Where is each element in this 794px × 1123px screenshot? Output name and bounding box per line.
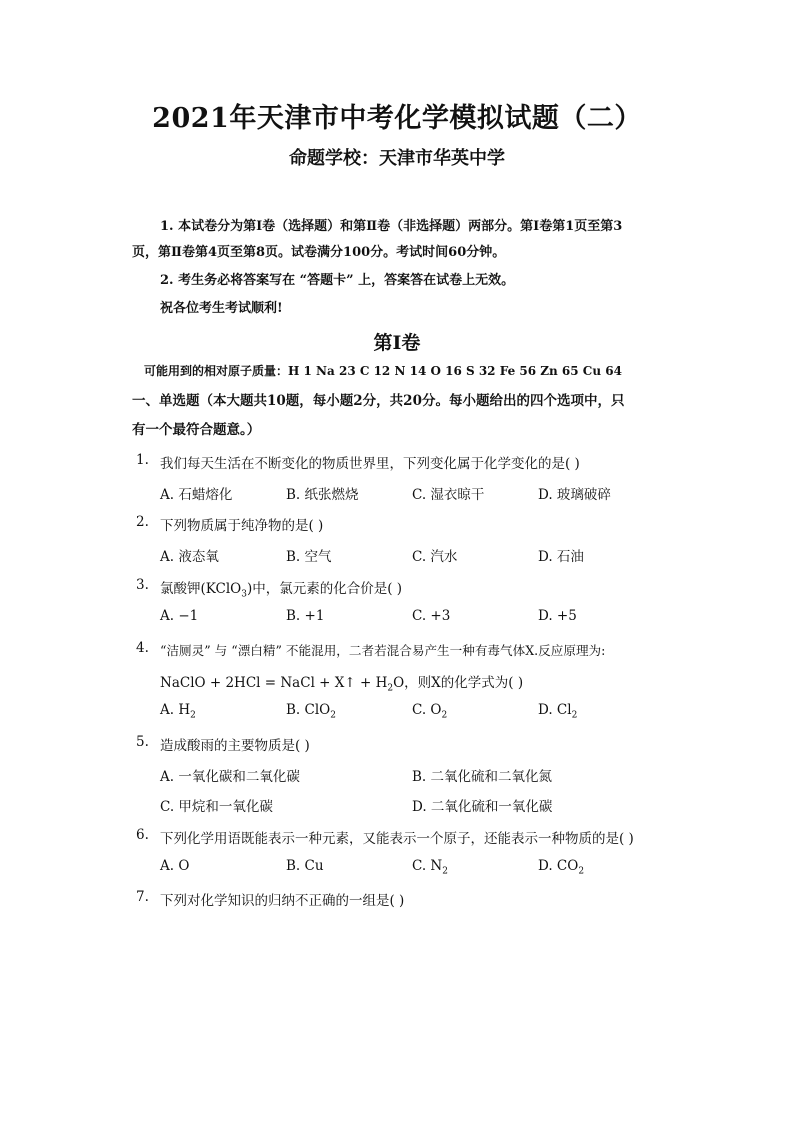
subscript: 2 <box>442 866 448 877</box>
q6-option-d <box>538 858 584 877</box>
option-text: D. Cl <box>538 702 572 718</box>
question-text: 我们每天生活在不断变化的物质世界里，下列变化属于化学变化的是( ) <box>160 456 580 472</box>
q5-option-d: D. 二氧化硫和一氧化碳 <box>412 799 553 815</box>
question-number: 3. <box>136 577 149 593</box>
q2-option-b: B. 空气 <box>286 549 332 565</box>
text-part: NaClO + 2HCl = NaCl + X↑ + H <box>160 675 388 691</box>
question-4-equation <box>160 671 523 694</box>
q2-option-d: D. 石油 <box>538 549 584 565</box>
subscript: 2 <box>571 710 578 721</box>
atomic-masses: 可能用到的相对原子质量：H 1 Na 23 C 12 N 14 O 16 S 32 Fe 56 Zn 65 Cu 64 <box>144 364 622 378</box>
q6-option-c <box>412 858 448 877</box>
q2-option-c: C. 汽水 <box>412 549 458 565</box>
question-text: 下列物质属于纯净物的是( ) <box>160 518 324 534</box>
subscript: 2 <box>578 866 585 877</box>
instruction-line-1: 1. 本试卷分为第Ⅰ卷（选择题）和第Ⅱ卷（非选择题）两部分。第Ⅰ卷第1页至第3 <box>160 219 623 234</box>
option-text: D. CO <box>538 858 579 874</box>
text-part: )中，氯元素的化合价是( ) <box>246 581 403 597</box>
section-one-line-1: 一、单选题（本大题共10题，每小题2分，共20分。每小题给出的四个选项中，只 <box>132 393 625 409</box>
section-one-line-2: 有一个最符合题意。） <box>132 422 261 438</box>
q1-option-a: A. 石蜡熔化 <box>160 487 233 503</box>
question-number: 6. <box>136 827 149 843</box>
q5-option-a: A. 一氧化碳和二氧化碳 <box>160 769 300 785</box>
instruction-line-4: 祝各位考生考试顺利! <box>160 301 283 316</box>
subscript: 2 <box>330 710 336 721</box>
q1-option-c: C. 湿衣晾干 <box>412 487 485 503</box>
subscript: 2 <box>387 683 394 694</box>
question-number: 4. <box>136 640 149 656</box>
text-part: 氯酸钾(KClO <box>160 581 242 597</box>
text-part: O，则X的化学式为( ) <box>393 675 524 691</box>
q4-option-b <box>286 702 336 721</box>
question-text: 下列化学用语既能表示一种元素，又能表示一个原子，还能表示一种物质的是( ) <box>160 831 634 847</box>
option-text: A. H <box>160 702 191 718</box>
subscript: 2 <box>190 710 196 721</box>
option-text: C. O <box>412 702 442 718</box>
q5-option-c: C. 甲烷和一氧化碳 <box>160 799 273 815</box>
subscript: 3 <box>241 589 247 600</box>
q5-option-b: B. 二氧化硫和二氧化氮 <box>412 769 553 785</box>
q1-option-b: B. 纸张燃烧 <box>286 487 359 503</box>
q4-option-c <box>412 702 447 721</box>
question-number: 5. <box>136 734 149 750</box>
q3-option-c: C. +3 <box>412 608 451 624</box>
subscript: 2 <box>441 710 448 721</box>
q3-option-d: D. +5 <box>538 608 577 624</box>
page-title: 2021年天津市中考化学模拟试题（二） <box>152 103 642 134</box>
section-title: 第Ⅰ卷 <box>373 332 421 354</box>
question-number: 1. <box>136 452 149 468</box>
instruction-line-2: 页，第Ⅱ卷第4页至第8页。试卷满分100分。考试时间60分钟。 <box>132 245 506 260</box>
page-subtitle: 命题学校：天津市华英中学 <box>289 148 505 169</box>
question-text: “洁厕灵” 与 “漂白精” 不能混用，二者若混合易产生一种有毒气体X.反应原理为: <box>160 643 606 658</box>
q1-option-d: D. 玻璃破碎 <box>538 487 611 503</box>
q2-option-a: A. 液态氧 <box>160 549 219 565</box>
question-text: 下列对化学知识的归纳不正确的一组是( ) <box>160 893 405 909</box>
q6-option-a <box>160 858 189 877</box>
q4-option-a <box>160 702 196 721</box>
option-text: B. Cu <box>286 858 324 874</box>
question-number: 2. <box>136 514 149 530</box>
q4-option-d <box>538 702 577 721</box>
q3-option-b: B. +1 <box>286 608 325 624</box>
option-text: C. N <box>412 858 443 874</box>
option-text: B. ClO <box>286 702 331 718</box>
instruction-line-3: 2. 考生务必将答案写在 “答题卡” 上，答案答在试卷上无效。 <box>160 273 515 288</box>
question-text <box>160 577 402 600</box>
q3-option-a: A. −1 <box>160 608 199 624</box>
q6-option-b <box>286 858 324 877</box>
question-number: 7. <box>136 889 149 905</box>
question-text: 造成酸雨的主要物质是( ) <box>160 738 310 754</box>
option-text: A. O <box>160 858 190 874</box>
